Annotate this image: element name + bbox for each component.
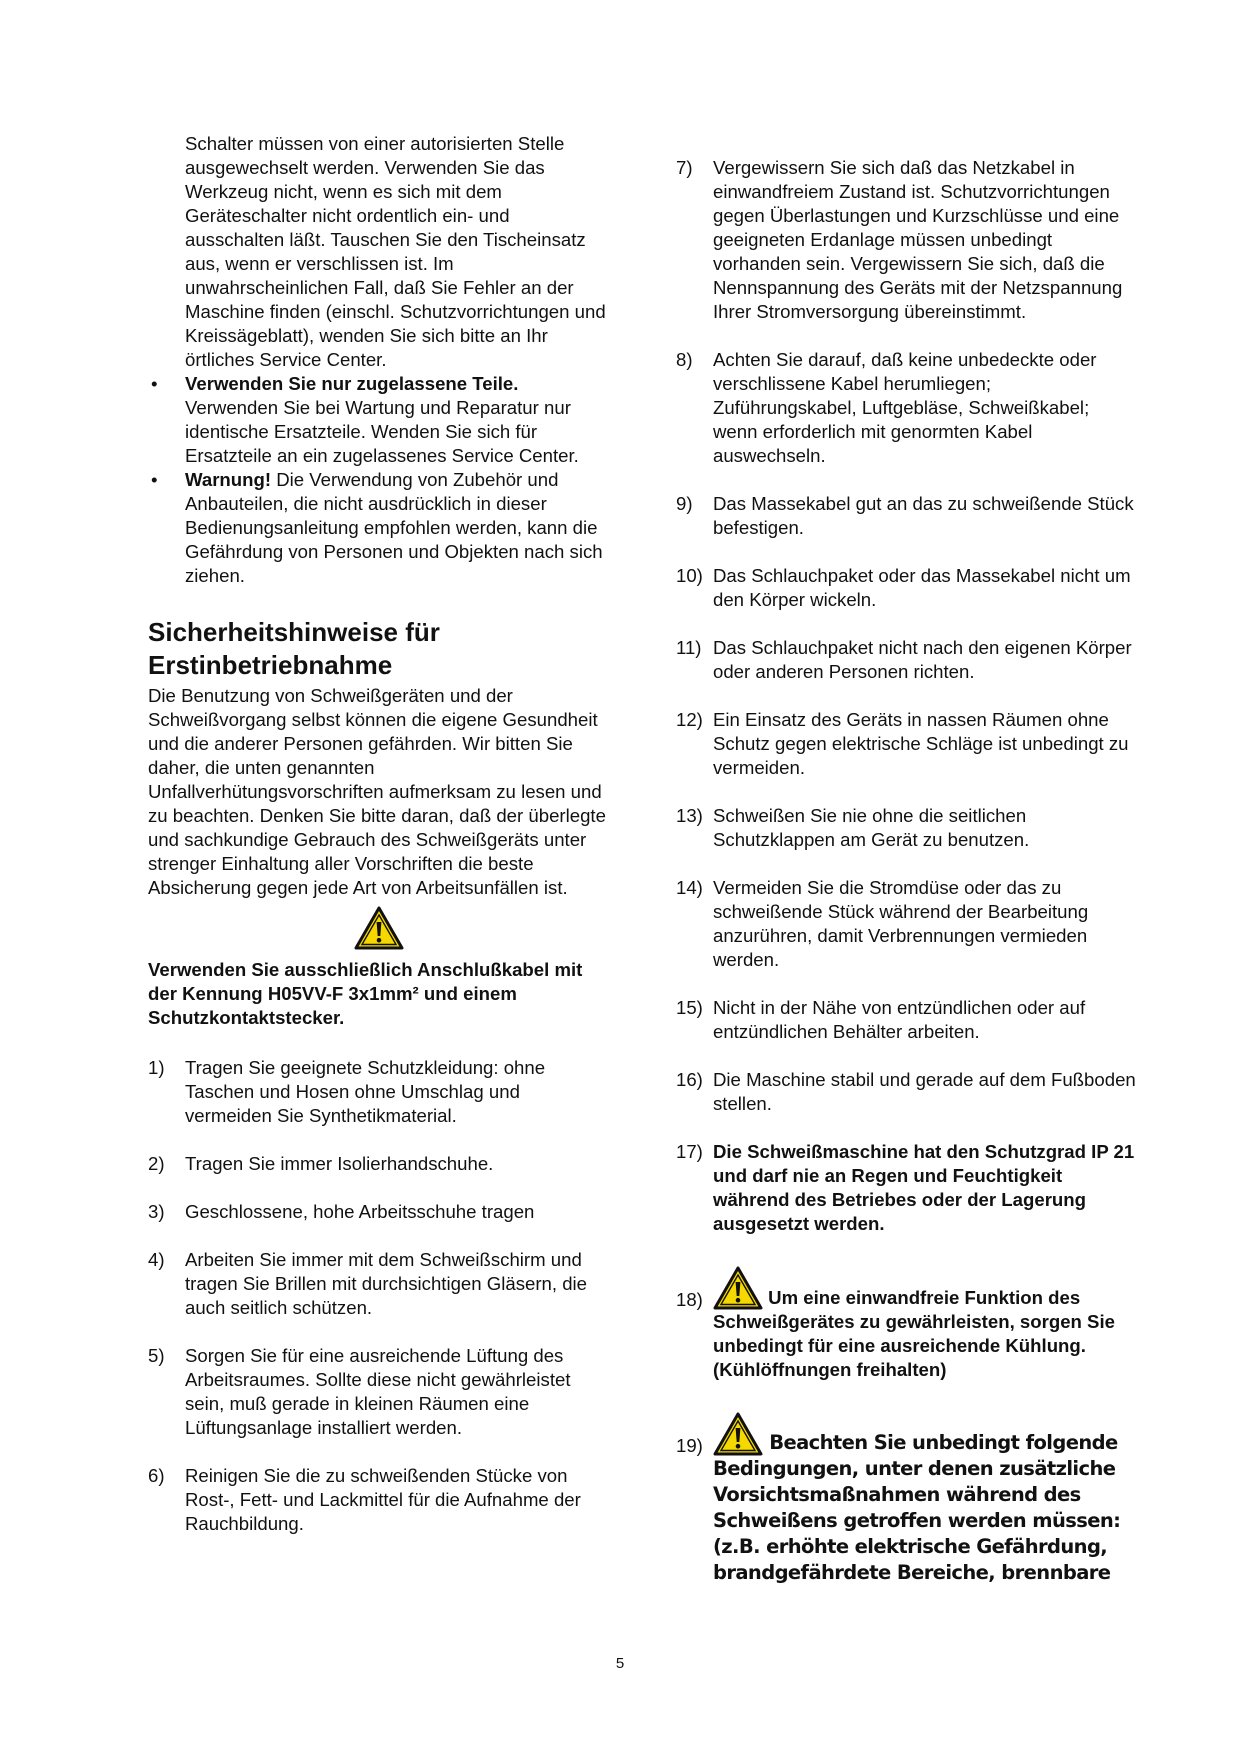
list-item xyxy=(148,1152,610,1176)
cable-warning-note: Verwenden Sie ausschließlich Anschlußkabel mit der Kennung H05VV-F 3x1mm² und einem Schutzkontaktstecker. xyxy=(148,959,583,1028)
warning-triangle-icon xyxy=(713,1266,763,1310)
item-number: 17) xyxy=(676,1141,703,1162)
item-number: 18) xyxy=(676,1289,703,1310)
list-item xyxy=(676,156,1136,324)
instruction-list-right xyxy=(676,156,1136,1586)
bullet-marker: • xyxy=(151,469,158,490)
right-column xyxy=(676,132,1136,1586)
list-item xyxy=(676,348,1136,468)
item-text: Das Schlauchpaket nicht nach den eigenen Körper oder anderen Personen richten. xyxy=(713,637,1132,682)
item-text: Arbeiten Sie immer mit dem Schweißschirm und tragen Sie Brillen mit durchsichtigen Gläsern, die auch seitlich schützen. xyxy=(185,1249,588,1318)
item-number: 9) xyxy=(676,493,693,514)
item-text: Das Massekabel gut an das zu schweißende Stück befestigen. xyxy=(713,493,1134,538)
item-text: Beachten Sie unbedingt folgende Bedingungen, unter denen zusätzliche Vorsichtsmaßnahmen während des Schweißens getroffen werden müssen: (z.B. erhöhte elektrische Gefährdung, brandgefährdete Bereiche, brennbare xyxy=(713,1431,1121,1584)
item-text: Tragen Sie immer Isolierhandschuhe. xyxy=(185,1153,494,1174)
item-text: Tragen Sie geeignete Schutzkleidung: ohne Taschen und Hosen ohne Umschlag und vermeiden Sie Synthetikmaterial. xyxy=(185,1057,546,1126)
bullet-marker: • xyxy=(151,373,158,394)
item-text: Um eine einwandfreie Funktion des Schweißgerätes zu gewährleisten, sorgen Sie unbedingt für eine ausreichende Kühlung. (Kühlöffnungen freihalten) xyxy=(713,1287,1115,1380)
item-number: 5) xyxy=(148,1345,165,1366)
left-column xyxy=(148,132,610,1560)
list-item xyxy=(676,996,1136,1044)
item-number: 15) xyxy=(676,997,703,1018)
list-item xyxy=(676,492,1136,540)
item-number: 7) xyxy=(676,157,693,178)
item-number: 3) xyxy=(148,1201,165,1222)
continuation-paragraph: Schalter müssen von einer autorisierten Stelle ausgewechselt werden. Verwenden Sie das Werkzeug nicht, wenn es sich mit dem Geräteschalter nicht ordentlich ein- und ausschalten läßt. Tauschen Sie den Tischeinsatz aus, wenn er verschlissen ist. Im unwahrscheinlichen Fall, daß Sie Fehler an der Maschine finden (einschl. Schutzvorrichtungen und Kreissägeblatt), wenden Sie sich bitte an Ihr örtliches Service Center. xyxy=(185,133,606,370)
warning-triangle-icon xyxy=(713,1412,763,1456)
warning-symbol xyxy=(148,906,610,954)
item-number: 2) xyxy=(148,1153,165,1174)
list-item xyxy=(148,1344,610,1440)
item-text: Nicht in der Nähe von entzündlichen oder auf entzündlichen Behälter arbeiten. xyxy=(713,997,1086,1042)
warning-triangle-icon xyxy=(354,906,404,950)
page-number: 5 xyxy=(615,1655,625,1672)
item-text: Sorgen Sie für eine ausreichende Lüftung des Arbeitsraumes. Sollte diese nicht gewährleistet sein, muß gerade in kleinen Räumen eine Lüftungsanlage installiert werden. xyxy=(185,1345,571,1438)
list-item xyxy=(148,1056,610,1128)
item-number: 19) xyxy=(676,1435,703,1456)
item-text: Die Schweißmaschine hat den Schutzgrad IP 21 und darf nie an Regen und Feuchtigkeit während des Betriebes oder der Lagerung ausgesetzt werden. xyxy=(713,1141,1135,1234)
list-item xyxy=(148,1248,610,1320)
safety-bullet-list xyxy=(148,372,610,588)
item-text: Reinigen Sie die zu schweißenden Stücke von Rost-, Fett- und Lackmittel für die Aufnahme der Rauchbildung. xyxy=(185,1465,581,1534)
item-text: Vermeiden Sie die Stromdüse oder das zu schweißende Stück während der Bearbeitung anzurühren, damit Verbrennungen vermieden werden. xyxy=(713,877,1089,970)
item-text: Ein Einsatz des Geräts in nassen Räumen ohne Schutz gegen elektrische Schläge ist unbedingt zu vermeiden. xyxy=(713,709,1129,778)
bullet-warning-accessories xyxy=(148,468,610,588)
section-heading: Sicherheitshinweise für Erstinbetriebnahme xyxy=(148,617,440,680)
bullet-bold-lead: Verwenden Sie nur zugelassene Teile. xyxy=(185,373,519,394)
list-item xyxy=(676,804,1136,852)
instruction-list-left xyxy=(148,1056,610,1536)
item-number: 6) xyxy=(148,1465,165,1486)
bullet-text: Die Verwendung von Zubehör und Anbauteilen, die nicht ausdrücklich in dieser Bedienungsanleitung empfohlen werden, kann die Gefährdung von Personen und Objekten nach sich ziehen. xyxy=(185,469,603,586)
list-item xyxy=(676,876,1136,972)
item-number: 14) xyxy=(676,877,703,898)
item-text: Achten Sie darauf, daß keine unbedeckte oder verschlissene Kabel herumliegen; Zuführungskabel, Luftgebläse, Schweißkabel; wenn erforderlich mit genormten Kabel auswechseln. xyxy=(713,349,1097,466)
list-item xyxy=(676,708,1136,780)
item-number: 8) xyxy=(676,349,693,370)
intro-paragraph: Die Benutzung von Schweißgeräten und der Schweißvorgang selbst können die eigene Gesundheit und die anderer Personen gefährden. Wir bitten Sie daher, die unten genannten Unfallverhütungsvorschriften aufmerksam zu lesen und zu beachten. Denken Sie bitte daran, daß der überlegte und sachkundige Gebrauch des Schweißgeräts unter strenger Einhaltung aller Vorschriften die beste Absicherung gegen jede Art von Arbeitsunfällen ist. xyxy=(148,685,606,898)
item-text: Das Schlauchpaket oder das Massekabel nicht um den Körper wickeln. xyxy=(713,565,1131,610)
bullet-approved-parts xyxy=(148,372,610,468)
list-item xyxy=(676,636,1136,684)
item-text: Geschlossene, hohe Arbeitsschuhe tragen xyxy=(185,1201,535,1222)
bullet-text: Verwenden Sie bei Wartung und Reparatur nur identische Ersatzteile. Wenden Sie sich für Ersatzteile an ein zugelassenes Service Center. xyxy=(185,397,579,466)
list-item xyxy=(148,1464,610,1536)
list-item xyxy=(676,1068,1136,1116)
item-text: Schweißen Sie nie ohne die seitlichen Schutzklappen am Gerät zu benutzen. xyxy=(713,805,1030,850)
bullet-bold-lead: Warnung! xyxy=(185,469,272,490)
item-number: 1) xyxy=(148,1057,165,1078)
item-number: 4) xyxy=(148,1249,165,1270)
list-item xyxy=(148,1200,610,1224)
item-number: 11) xyxy=(676,637,702,658)
item-text: Die Maschine stabil und gerade auf dem Fußboden stellen. xyxy=(713,1069,1136,1114)
list-item xyxy=(676,1140,1136,1236)
item-number: 12) xyxy=(676,709,703,730)
item-text: Vergewissern Sie sich daß das Netzkabel in einwandfreiem Zustand ist. Schutzvorrichtungen gegen Überlastungen und Kurzschlüsse und eine geeigneten Erdanlage müssen unbedingt vorhanden sein. Vergewissern Sie sich, daß die Nennspannung des Geräts mit der Netzspannung Ihrer Stromversorgung übereinstimmt. xyxy=(713,157,1123,322)
list-item xyxy=(676,564,1136,612)
item-number: 10) xyxy=(676,565,703,586)
list-item xyxy=(676,1266,1136,1382)
item-number: 16) xyxy=(676,1069,703,1090)
item-number: 13) xyxy=(676,805,703,826)
list-item xyxy=(676,1412,1136,1586)
